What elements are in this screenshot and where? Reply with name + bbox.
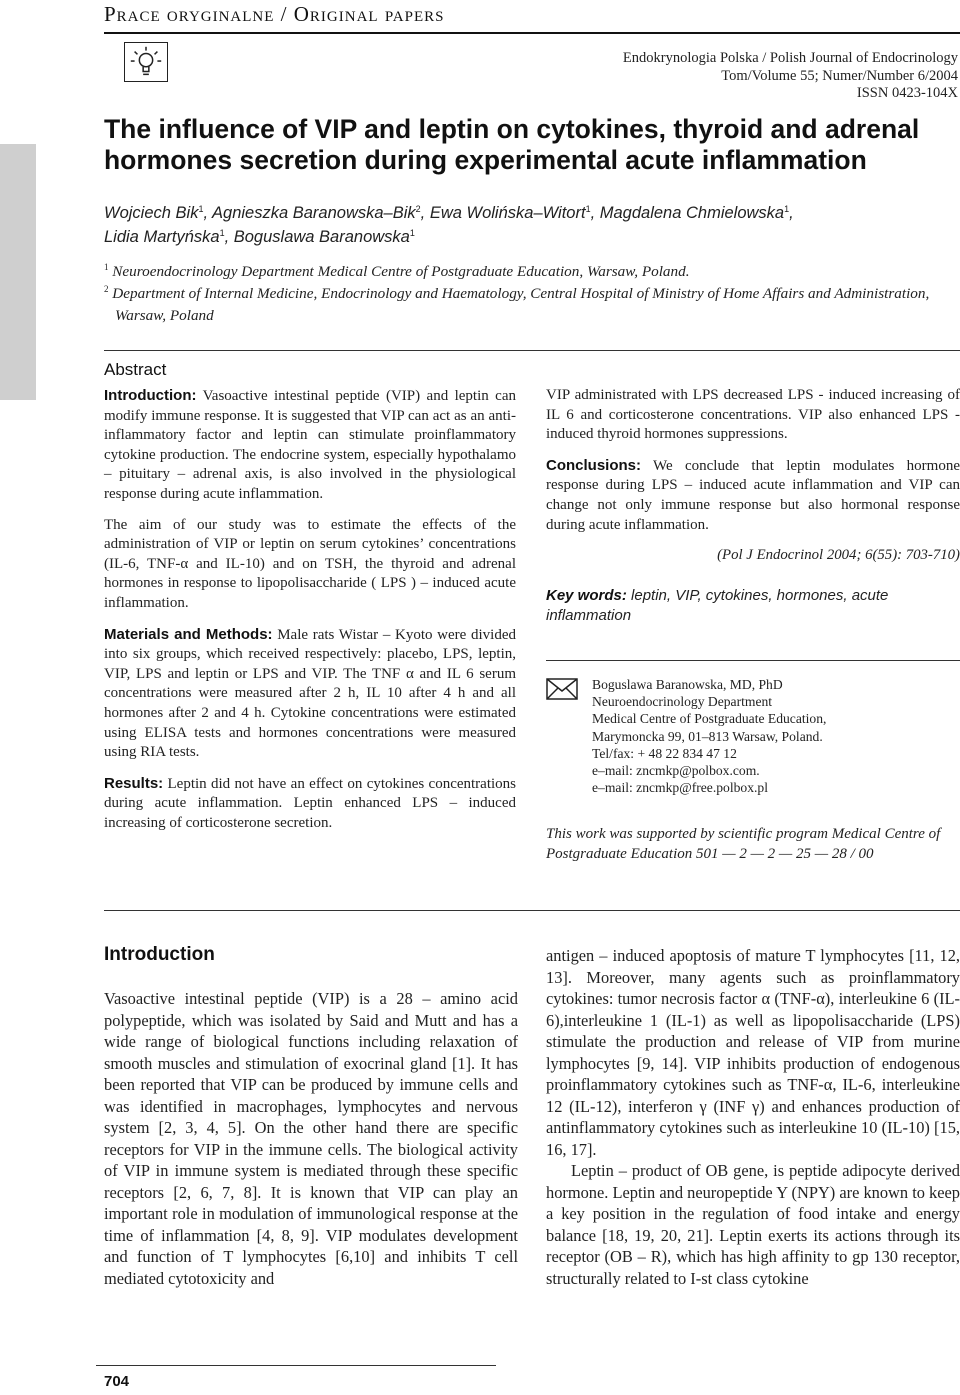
body-right-column <box>546 945 960 1289</box>
affiliation-2: $^2$ Department of Internal Medicine, Endocrinology and Haematology, Central Hospital of Ministry of Home Affairs and Administration, Warsaw, Poland <box>104 284 930 324</box>
abstract-results: Results: Leptin did not have an effect on cytokines concentrations during acute inflammation. Leptin enhanced LPS – induced increasing of corticosterone secretion. <box>104 774 516 831</box>
abstract-aim: The aim of our study was to estimate the effects of the administration of VIP or leptin on serum cytokines’ concentrations (IL-6, TNF-α and IL-10) and on TSH, the thyroid and adrenal hormones in response to lipopolisaccharide ( LPS ) – induced acute inflammation. <box>104 516 516 611</box>
page-number: 704 <box>104 1373 130 1390</box>
contact-phone: Tel/fax: + 48 22 834 47 12 <box>592 745 737 761</box>
journal-issn: ISSN 0423-104X <box>856 85 958 101</box>
abstract-introduction: Introduction: Vasoactive intestinal peptide (VIP) and leptin can modify immune response. It is suggested that VIP can act as an anti-inflammatory factor and leptin can stimulate proinflammatory cytokine production. The endocrine system, especially hypothalamo – pituitary – adrenal axis, is also involved in the physiological response during acute inflammation. <box>104 387 516 502</box>
envelope-icon <box>546 678 578 700</box>
author-list <box>104 201 960 249</box>
side-margin-bar <box>0 144 36 400</box>
introduction-heading: Introduction <box>104 944 215 965</box>
contact-email-1[interactable]: e–mail: zncmkp@polbox.com. <box>592 763 760 779</box>
abstract-top-rule <box>104 350 960 351</box>
contact-dept: Neuroendocrinology Department <box>592 694 773 710</box>
abstract-heading: Abstract <box>104 360 167 379</box>
intro-paragraph-2: antigen – induced apoptosis of mature T lymphocytes [11, 12, 13]. Moreover, many agents such as proinflammatory cytokines: tumor necrosis factor α (TNF-α), interleukine 6 (IL-6),interleukine 1 (IL-1) as well as lipopolisaccharide (LPS) stimulate the production and release of VIP from murine lymphocytes [9, 14]. VIP inhibits production of endogenous proinflammatory cytokines such as TNF-α, IL-6, interleukine 12 (IL-12), interferon γ (INF γ) and enhances production of antinflammatory cytokines such as interleukine 10 (IL-10) [15, 16, 17]. <box>546 946 960 1159</box>
article-title <box>104 114 954 176</box>
abstract-results-continued: VIP administrated with LPS decreased LPS - induced increasing of IL 6 and corticosterone concentrations. VIP also enhanced LPS - induced thyroid hormones suppressions. <box>546 387 960 443</box>
author-4: Magdalena Chmielowska$^1$, <box>599 204 794 222</box>
abstract-methods: Materials and Methods: Male rats Wistar – Kyoto were divided into six groups, which received respectively: placebo, LPS, leptin, VIP, LPS and leptin or LPS and VIP. The TNF α and IL 6 serum concentrations were measured after 2 h, IL 10 after 4 h and all hormones after 2 and 4 h. Cytokine concentrations were estimated using ELISA tests and hormones concentrations were measured using RIA tests. <box>104 625 516 761</box>
journal-info <box>623 50 958 103</box>
section-rule <box>104 32 960 34</box>
contact-address: Marymoncka 99, 01–813 Warsaw, Poland. <box>592 728 823 744</box>
funding-note: This work was supported by scientific program Medical Centre of Postgraduate Education 501 — 2 — 2 — 25 — 28 / 00 <box>546 826 941 862</box>
author-5: Lidia Martyńska$^1$, <box>104 228 234 246</box>
lightbulb-icon <box>124 42 168 82</box>
title-line-1: The influence of VIP and leptin on cytokines, thyroid and adrenal <box>104 114 920 144</box>
contact-rule <box>546 660 960 661</box>
contact-name: Boguslawa Baranowska, MD, PhD <box>592 677 783 692</box>
title-line-2: hormones secretion during experimental acute inflammation <box>104 145 867 175</box>
journal-volume: Tom/Volume 55; Numer/Number 6/2004 <box>721 67 958 84</box>
journal-name: Endokrynologia Polska / Polish Journal of Endocrinology <box>622 50 958 66</box>
citation: (Pol J Endocrinol 2004; 6(55): 703-710) <box>717 547 960 564</box>
abstract-left-column <box>104 386 516 844</box>
intro-paragraph-3: Leptin – product of OB gene, is peptide adipocyte derived hormone. Leptin and neuropeptide Y (NPY) are known to keep a key position in the regulation of food intake and energy balance [18, 19, 20, 21]. Leptin exerts its actions through its receptor (OB – R), which has high affinity to gp 130 receptor, structurally related to I-st class cytokine <box>546 1161 960 1288</box>
contact-details <box>592 676 826 796</box>
footer-rule <box>96 1365 496 1366</box>
intro-paragraph-1: Vasoactive intestinal peptide (VIP) is a 28 – amino acid polypeptide, which was isolated by Said and Mutt and has a wide range of biological functions including relaxation of smooth muscles and stimulation of exocrinal gland [1]. It has been reported that VIP can be produced by immune cells and was identified in macrophages, lymphocytes and nervous system [2, 3, 4, 5]. On the other hand there are specific receptors for VIP in the immune cells. The biological activity of VIP in immune system is mediated through these specific receptors [2, 6, 7, 8]. It is known that VIP can play an important role in modulation of immunological response at the time of inflammation [4, 8, 9]. VIP modulates development and function of T lymphocytes [6,10] and inhibits T cell mediated cytotoxicity and <box>104 989 518 1288</box>
keywords: Key words: leptin, VIP, cytokines, hormones, acute inflammation <box>546 586 889 624</box>
body-left-column <box>104 988 518 1289</box>
author-2: Agnieszka Baranowska–Bik$^2$, <box>212 204 430 222</box>
contact-email-2[interactable]: e–mail: zncmkp@free.polbox.pl <box>592 780 768 796</box>
affiliation-1: $^1$ Neuroendocrinology Department Medical Centre of Postgraduate Education, Warsaw, Poland. <box>104 262 690 280</box>
abstract-right-column <box>546 386 960 626</box>
contact-org: Medical Centre of Postgraduate Education, <box>592 711 827 727</box>
author-1: Wojciech Bik$^1$, <box>104 204 213 222</box>
author-6: Boguslawa Baranowska$^1$ <box>233 228 415 246</box>
author-3: Ewa Wolińska–Witort$^1$, <box>429 204 600 222</box>
section-label: Prace oryginalne / Original papers <box>104 2 445 26</box>
body-top-rule <box>104 910 960 911</box>
abstract-conclusions: Conclusions: We conclude that leptin modulates hormone response during LPS – induced acute inflammation and VIP can change not only immune response but also hormonal response during acute inflammation. <box>546 456 960 533</box>
